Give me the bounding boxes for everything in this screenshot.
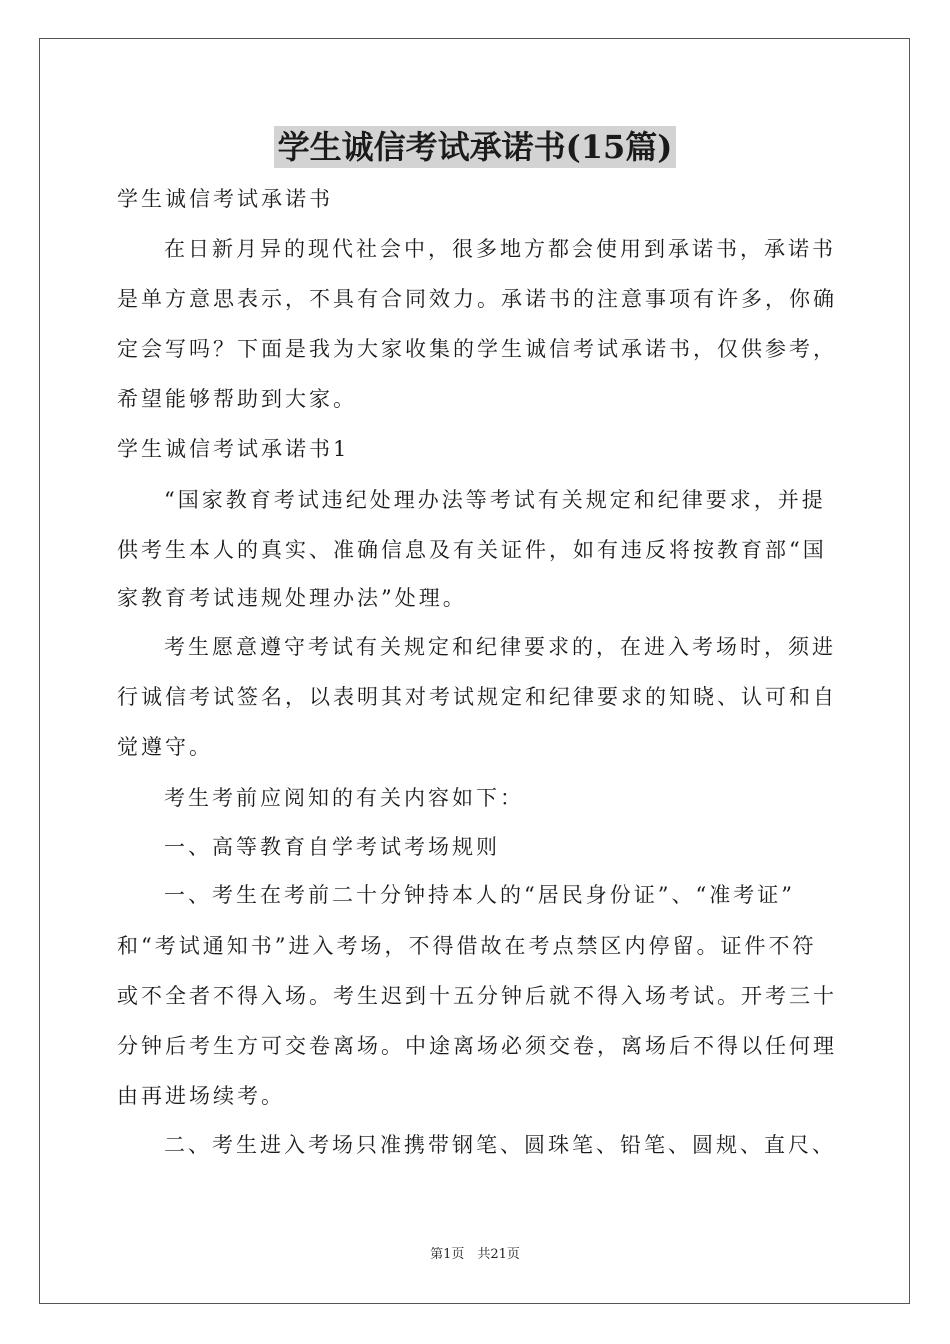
title-container [0,126,950,168]
paragraph-line: 考生考前应阅知的有关内容如下： [164,786,524,810]
paragraph-line: 考生愿意遵守考试有关规定和纪律要求的，在进入考场时，须进 [164,635,836,659]
paragraph-line: 觉遵守。 [117,735,213,759]
paragraph-line: 和“考试通知书”进入考场，不得借故在考点禁区内停留。证件不符 [117,934,817,958]
paragraph-line: 供考生本人的真实、准确信息及有关证件，如有违反将按教育部“国 [117,538,827,562]
paragraph-line: 二、考生进入考场只准携带钢笔、圆珠笔、铅笔、圆规、直尺、 [164,1133,836,1157]
section-heading: 学生诚信考试承诺书1 [117,437,350,461]
page-border [39,38,910,1304]
paragraph-line: 由再进场续考。 [117,1084,285,1108]
paragraph-line: 行诚信考试签名，以表明其对考试规定和纪律要求的知晓、认可和自 [117,685,837,709]
paragraph-line: 一、考生在考前二十分钟持本人的“居民身份证”、“准考证” [164,883,795,907]
paragraph-line: 一、高等教育自学考试考场规则 [164,835,500,859]
page-number: 第1页 共21页 [430,1247,520,1262]
paragraph-line: 或不全者不得入场。考生迟到十五分钟后就不得入场考试。开考三十 [117,984,837,1008]
document-title: 学生诚信考试承诺书(15篇) [274,126,677,168]
paragraph-line: 定会写吗？下面是我为大家收集的学生诚信考试承诺书，仅供参考， [117,337,837,361]
paragraph-line: 希望能够帮助到大家。 [117,387,357,411]
paragraph-line: 是单方意思表示，不具有合同效力。承诺书的注意事项有许多，你确 [117,287,837,311]
paragraph-line: 在日新月异的现代社会中，很多地方都会使用到承诺书，承诺书 [164,237,836,261]
subheading: 学生诚信考试承诺书 [117,187,333,211]
paragraph-line: 家教育考试违规处理办法”处理。 [117,586,467,610]
paragraph-line: “国家教育考试违纪处理办法等考试有关规定和纪律要求，并提 [164,488,826,512]
paragraph-line: 分钟后考生方可交卷离场。中途离场必须交卷，离场后不得以任何理 [117,1034,837,1058]
